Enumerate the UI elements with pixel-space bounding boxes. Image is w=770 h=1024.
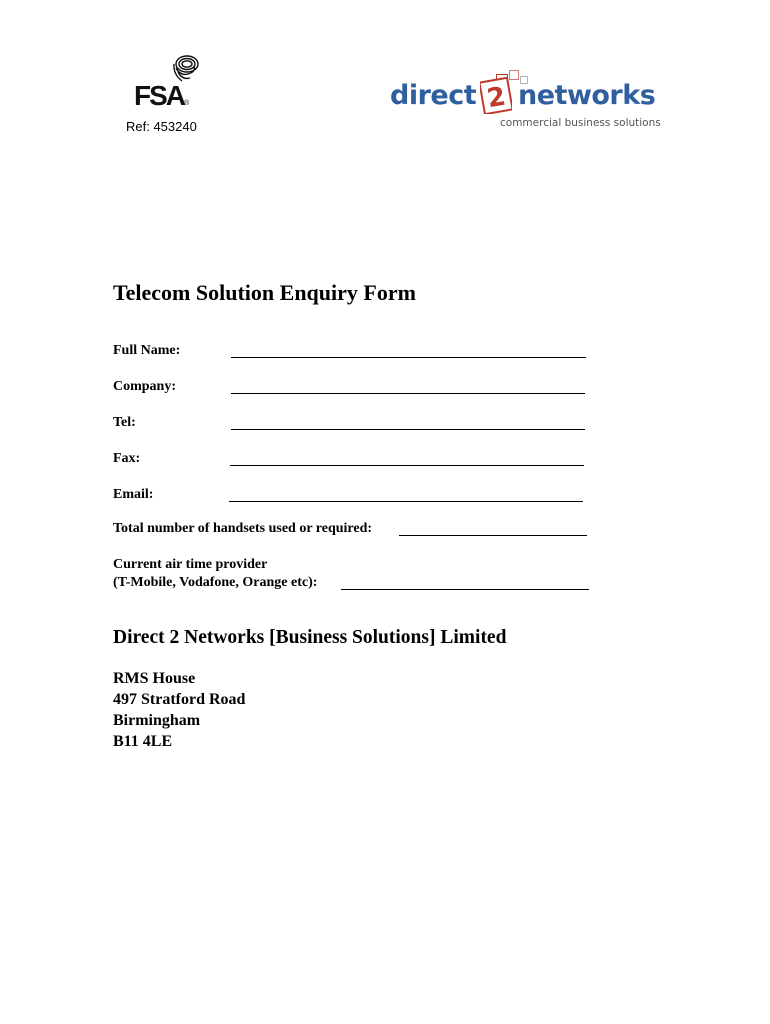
direct2networks-logo: 2 direct networks commercial business solutions: [390, 70, 652, 132]
address-line: RMS House: [113, 670, 196, 687]
handsets-label: Total number of handsets used or required:: [113, 521, 373, 536]
company-label: Company:: [113, 379, 177, 394]
email-label: Email:: [113, 487, 154, 502]
tel-input-line[interactable]: [231, 429, 585, 430]
svg-text:2: 2: [484, 81, 508, 114]
handsets-input-line[interactable]: [399, 535, 587, 536]
fax-label: Fax:: [113, 451, 141, 466]
airtime-input-line[interactable]: [341, 589, 589, 590]
reference-number: Ref: 453240: [126, 119, 197, 134]
company-name: Direct 2 Networks [Business Solutions] Limited: [113, 627, 507, 648]
fax-input-line[interactable]: [230, 465, 584, 466]
logo-number-badge: [480, 76, 512, 114]
tel-label: Tel:: [113, 415, 136, 430]
fsa-logo: [134, 54, 204, 116]
fsa-logo-text: FSA®: [134, 80, 190, 111]
address-line: Birmingham: [113, 712, 201, 729]
airtime-label-line2: (T-Mobile, Vodafone, Orange etc):: [113, 575, 318, 590]
company-input-line[interactable]: [231, 393, 585, 394]
address-line: 497 Stratford Road: [113, 691, 246, 708]
address-line: B11 4LE: [113, 733, 173, 750]
full-name-input-line[interactable]: [231, 357, 586, 358]
form-title: Telecom Solution Enquiry Form: [113, 280, 416, 305]
logo-tagline: commercial business solutions: [500, 117, 661, 129]
email-input-line[interactable]: [229, 501, 583, 502]
full-name-label: Full Name:: [113, 343, 181, 358]
airtime-label-line1: Current air time provider: [113, 557, 268, 572]
